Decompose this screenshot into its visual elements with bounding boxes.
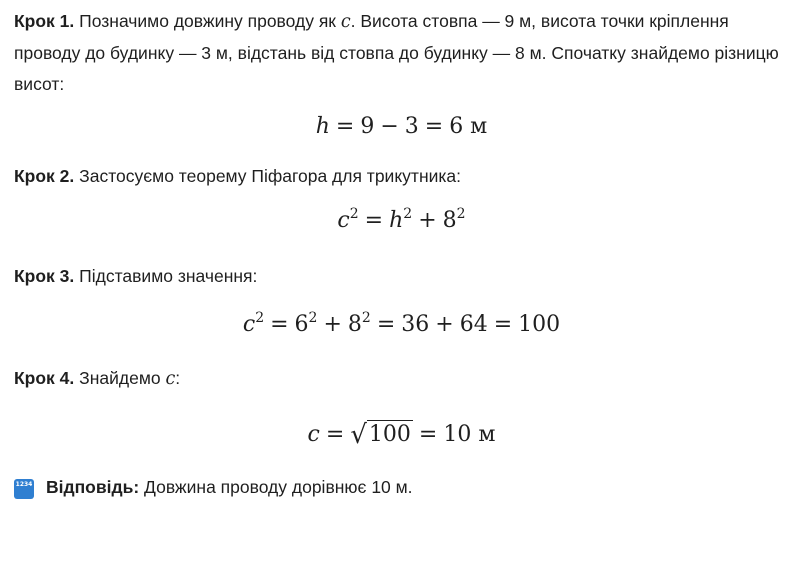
- eq3-equals-1: =: [270, 312, 289, 337]
- eq1-equals-2: =: [424, 114, 444, 139]
- eq3-equals-3: =: [493, 312, 513, 337]
- eq4-equals-1: =: [325, 422, 345, 447]
- eq3-b: 8: [347, 312, 362, 337]
- equation-pythagoras: [14, 204, 789, 238]
- eq2-h-exp: 2: [403, 206, 413, 222]
- square-root: [350, 414, 413, 454]
- eq2-c: c: [337, 208, 350, 233]
- eq2-h: h: [389, 208, 404, 233]
- step-1-text-a: Позначимо довжину проводу як: [74, 11, 341, 31]
- eq2-c-exp: 2: [349, 206, 359, 222]
- eq4-result: 10 м: [443, 422, 496, 447]
- eq2-equals: =: [364, 208, 384, 233]
- step-2-label: Крок 2.: [14, 166, 75, 186]
- step-1-text-b: . Висота стовпа — 9 м, висота точки кріплення проводу до будинку — 3 м, відстань від стовпа до будинку — 8 м. Спочатку знайдемо різницю висот:: [14, 11, 779, 94]
- eq3-c: c: [242, 312, 256, 337]
- eq4-equals-2: =: [418, 422, 438, 447]
- eq1-lhs: h: [315, 114, 330, 139]
- eq1-minus: −: [380, 114, 399, 139]
- equation-height-difference: [14, 111, 789, 142]
- eq3-plus-2: +: [435, 312, 454, 337]
- step-2-paragraph: [14, 161, 789, 192]
- eq2-n-exp: 2: [456, 206, 466, 222]
- step-4-paragraph: [14, 363, 789, 395]
- step-3-paragraph: [14, 261, 789, 292]
- answer-paragraph: [14, 472, 789, 503]
- step-4-text-a: Знайдемо: [74, 368, 166, 388]
- input-numbers-icon: 1234: [14, 479, 34, 499]
- answer-text: Довжина проводу дорівнює 10 м.: [139, 477, 413, 497]
- eq1-a: 9: [360, 114, 375, 139]
- eq1-result: 6 м: [449, 114, 488, 139]
- eq3-plus-1: +: [323, 312, 342, 337]
- step-1-paragraph: [14, 6, 789, 100]
- step-4-label: Крок 4.: [14, 368, 75, 388]
- equation-substitution: [14, 308, 789, 342]
- eq3-equals-2: =: [376, 312, 396, 337]
- eq3-y: 64: [459, 312, 488, 337]
- eq3-x: 36: [401, 312, 430, 337]
- step-3-text: Підставимо значення:: [74, 266, 258, 286]
- eq1-equals: =: [335, 114, 355, 139]
- step-1-label: Крок 1.: [14, 11, 75, 31]
- solution-content: [14, 6, 789, 503]
- radicand: 100: [368, 422, 411, 447]
- answer-label: Відповідь:: [46, 477, 140, 497]
- eq3-a: 6: [294, 312, 309, 337]
- eq3-result: 100: [518, 312, 561, 337]
- eq3-b-exp: 2: [361, 310, 371, 326]
- eq3-a-exp: 2: [308, 310, 318, 326]
- eq2-plus: +: [418, 208, 437, 233]
- equation-square-root: [14, 414, 789, 452]
- eq4-c: c: [307, 422, 320, 447]
- step-4-var: c: [165, 369, 176, 389]
- eq3-c-exp: 2: [255, 310, 265, 326]
- eq2-n: 8: [442, 208, 457, 233]
- step-3-label: Крок 3.: [14, 266, 75, 286]
- eq1-b: 3: [404, 114, 419, 139]
- step-1-var: c: [340, 12, 351, 32]
- step-2-text: Застосуємо теорему Піфагора для трикутника:: [74, 166, 462, 186]
- step-4-text-b: :: [175, 368, 181, 388]
- radical-sign: √: [350, 420, 367, 450]
